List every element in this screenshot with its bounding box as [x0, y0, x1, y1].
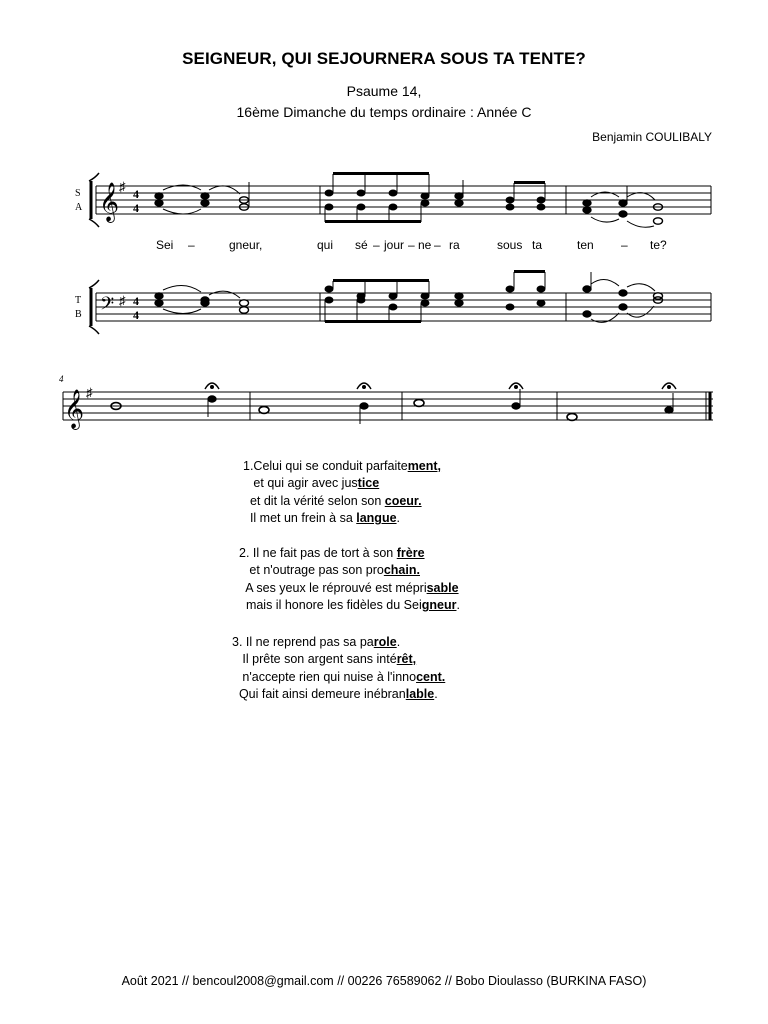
voice-label-s: S [75, 188, 81, 199]
lyric-syllable: – [408, 238, 415, 252]
voice-label-a: A [75, 202, 83, 213]
verse-3 [232, 634, 445, 704]
composer-name: Benjamin COULIBALY [592, 130, 712, 144]
lyric-syllable: – [621, 238, 628, 252]
verse-line: n'accepte rien qui nuise à l'innocent. [232, 669, 446, 684]
lyric-syllable: gneur, [229, 238, 263, 252]
psalm-reference: Psaume 14, [346, 83, 422, 99]
lyric-syllable: – [188, 238, 195, 252]
system-brackets [89, 173, 99, 334]
svg-text:4: 4 [133, 308, 139, 322]
svg-text:4: 4 [133, 187, 139, 201]
liturgical-occasion: 16ème Dimanche du temps ordinaire : Année C [236, 104, 532, 120]
barlines [320, 186, 711, 321]
voice-label-b: B [75, 309, 82, 320]
lyric-syllable: ra [449, 238, 460, 252]
verse-line: 3. Il ne reprend pas sa parole. [232, 635, 401, 649]
lyric-syllable: Sei [156, 238, 174, 252]
verse-line: Il met un frein à sa langue. [243, 511, 401, 526]
lyric-syllable: ne [418, 238, 432, 252]
verse-line: Il prête son argent sans intérêt, [232, 652, 417, 667]
lyric-syllable: qui [317, 238, 334, 252]
measure-number: 4 [59, 374, 64, 384]
bass-clef-icon: 𝄢 [100, 293, 115, 318]
verse-line: Qui fait ainsi demeure inébranlable. [232, 687, 438, 702]
lyric-syllable: – [373, 238, 380, 252]
verse-line: et n'outrage pas son prochain. [239, 563, 420, 578]
lyric-syllable: jour [384, 238, 405, 252]
key-signature-sharp-icon: ♯ [119, 293, 126, 308]
lyric-syllable: – [434, 238, 441, 252]
verse-line: 2. Il ne fait pas de tort à son frère [239, 546, 425, 560]
key-signature-sharp-icon: ♯ [119, 179, 126, 194]
page-title: SEIGNEUR, QUI SEJOURNERA SOUS TA TENTE? [182, 49, 586, 68]
svg-text:4: 4 [133, 294, 139, 308]
svg-text:4: 4 [133, 201, 139, 215]
page-footer: Août 2021 // bencoul2008@gmail.com // 00226 76589062 // Bobo Dioulasso (BURKINA FASO) [121, 974, 647, 988]
verse-line: A ses yeux le réprouvé est méprisable [239, 580, 459, 595]
treble-clef-icon: 𝄞 [64, 391, 85, 428]
staff-sa [96, 186, 711, 214]
lyric-syllable: ta [532, 238, 543, 252]
verse-line: mais il honore les fidèles du Seigneur. [239, 598, 460, 613]
verse-line: et dit la vérité selon son coeur. [243, 493, 422, 508]
treble-clef-icon: 𝄞 [99, 184, 120, 221]
lyric-syllable: sous [497, 238, 523, 252]
voice-label-t: T [75, 295, 82, 306]
fermata-icons [205, 383, 676, 389]
lyric-syllable: te? [650, 238, 667, 252]
lyric-syllable: ten [577, 238, 594, 252]
key-signature-sharp-icon: ♯ [86, 385, 93, 400]
time-signature [133, 187, 139, 322]
verse-line: et qui agir avec justice [243, 476, 380, 491]
lyric-syllable: sé [355, 238, 368, 252]
lyrics-line [156, 238, 667, 252]
verse-2 [239, 545, 460, 615]
tb-notes [155, 270, 663, 323]
verse-1 [243, 458, 441, 528]
verse-line: 1.Celui qui se conduit parfaitement, [243, 459, 442, 473]
staff-recitation [63, 392, 713, 420]
